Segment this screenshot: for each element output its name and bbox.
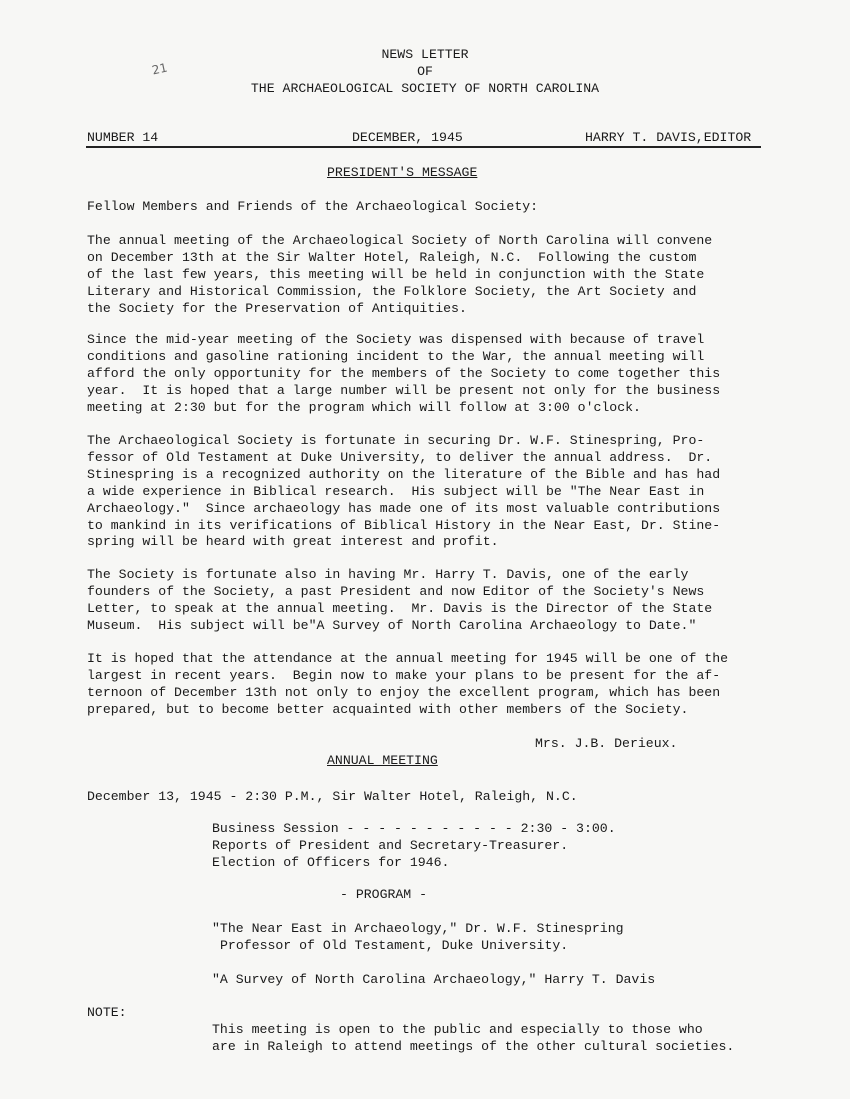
reports-line: Reports of President and Secretary-Treasurer. xyxy=(212,838,569,853)
paragraph-4: The Society is fortunate also in having Mr. Harry T. Davis, one of the early founders of the Society, a past President and now Editor of the Society's News Letter, to speak at the annual meeting. Mr. Davis is the Director of the State Museum. His subject will be"A Survey of North Carolina Archaeology to Date." xyxy=(87,567,713,633)
masthead-line-3: THE ARCHAEOLOGICAL SOCIETY OF NORTH CAROLINA xyxy=(250,81,600,96)
meeting-when-where: December 13, 1945 - 2:30 P.M., Sir Walter Hotel, Raleigh, N.C. xyxy=(87,789,578,804)
talk-1-speaker: Professor of Old Testament, Duke University. xyxy=(220,938,569,953)
program-heading: - PROGRAM - xyxy=(340,887,428,902)
issue-editor: HARRY T. DAVIS,EDITOR xyxy=(585,130,752,145)
paragraph-3: The Archaeological Society is fortunate in securing Dr. W.F. Stinespring, Pro- fessor of Old Testament at Duke University, to deliver the annual address. Dr. Stinespring is a recognized authority on the literature of the Bible and has had a wide experience in Biblical research. His subject will be "The Near East in Archaeology." Since archaeology has made one of its most valuable contributions to mankind in its verifications of Biblical History in the Near East, Dr. Stine- spring will be heard with great interest and profit. xyxy=(87,433,721,550)
issue-date: DECEMBER, 1945 xyxy=(352,130,463,145)
issue-bar-rule xyxy=(86,146,761,148)
issue-number: NUMBER 14 xyxy=(87,130,159,145)
paragraph-1: The annual meeting of the Archaeological Society of North Carolina will convene on December 13th at the Sir Walter Hotel, Raleigh, N.C. Following the custom of the last few years, this meeting will be held in conjunction with the State Literary and Historical Commission, the Folklore Society, the Art Society and the Society for the Preservation of Antiquities. xyxy=(87,233,713,316)
talk-2: "A Survey of North Carolina Archaeology," Harry T. Davis xyxy=(212,972,656,987)
talk-1-title: "The Near East in Archaeology," Dr. W.F. Stinespring xyxy=(212,921,624,936)
masthead-line-2: OF xyxy=(417,64,433,79)
annual-meeting-heading: ANNUAL MEETING xyxy=(327,753,438,768)
presidents-message-heading: PRESIDENT'S MESSAGE xyxy=(327,165,478,180)
paragraph-5: It is hoped that the attendance at the annual meeting for 1945 will be one of the largest in recent years. Begin now to make your plans to be present for the af- ternoon of December 13th not only to enjoy the excellent program, which has been prepared, but to become better acquainted with other members of the Society. xyxy=(87,651,729,717)
salutation: Fellow Members and Friends of the Archaeological Society: xyxy=(87,199,539,214)
business-session: Business Session - - - - - - - - - - - 2:30 - 3:00. xyxy=(212,821,616,836)
election-line: Election of Officers for 1946. xyxy=(212,855,450,870)
signature: Mrs. J.B. Derieux. xyxy=(535,736,678,751)
note-label: NOTE: xyxy=(87,1005,127,1020)
paragraph-2: Since the mid-year meeting of the Society was dispensed with because of travel conditions and gasoline rationing incident to the War, the annual meeting will afford the only opportunity for the members of the Society to come together this year. It is hoped that a large number will be present not only for the business meeting at 2:30 but for the program which will follow at 3:00 o'clock. xyxy=(87,332,721,415)
handwritten-margin-mark: 21 xyxy=(150,60,169,78)
masthead-line-1: NEWS LETTER xyxy=(381,47,469,62)
note-text: This meeting is open to the public and especially to those who are in Raleigh to attend meetings of the other cultural societies. xyxy=(212,1022,735,1054)
